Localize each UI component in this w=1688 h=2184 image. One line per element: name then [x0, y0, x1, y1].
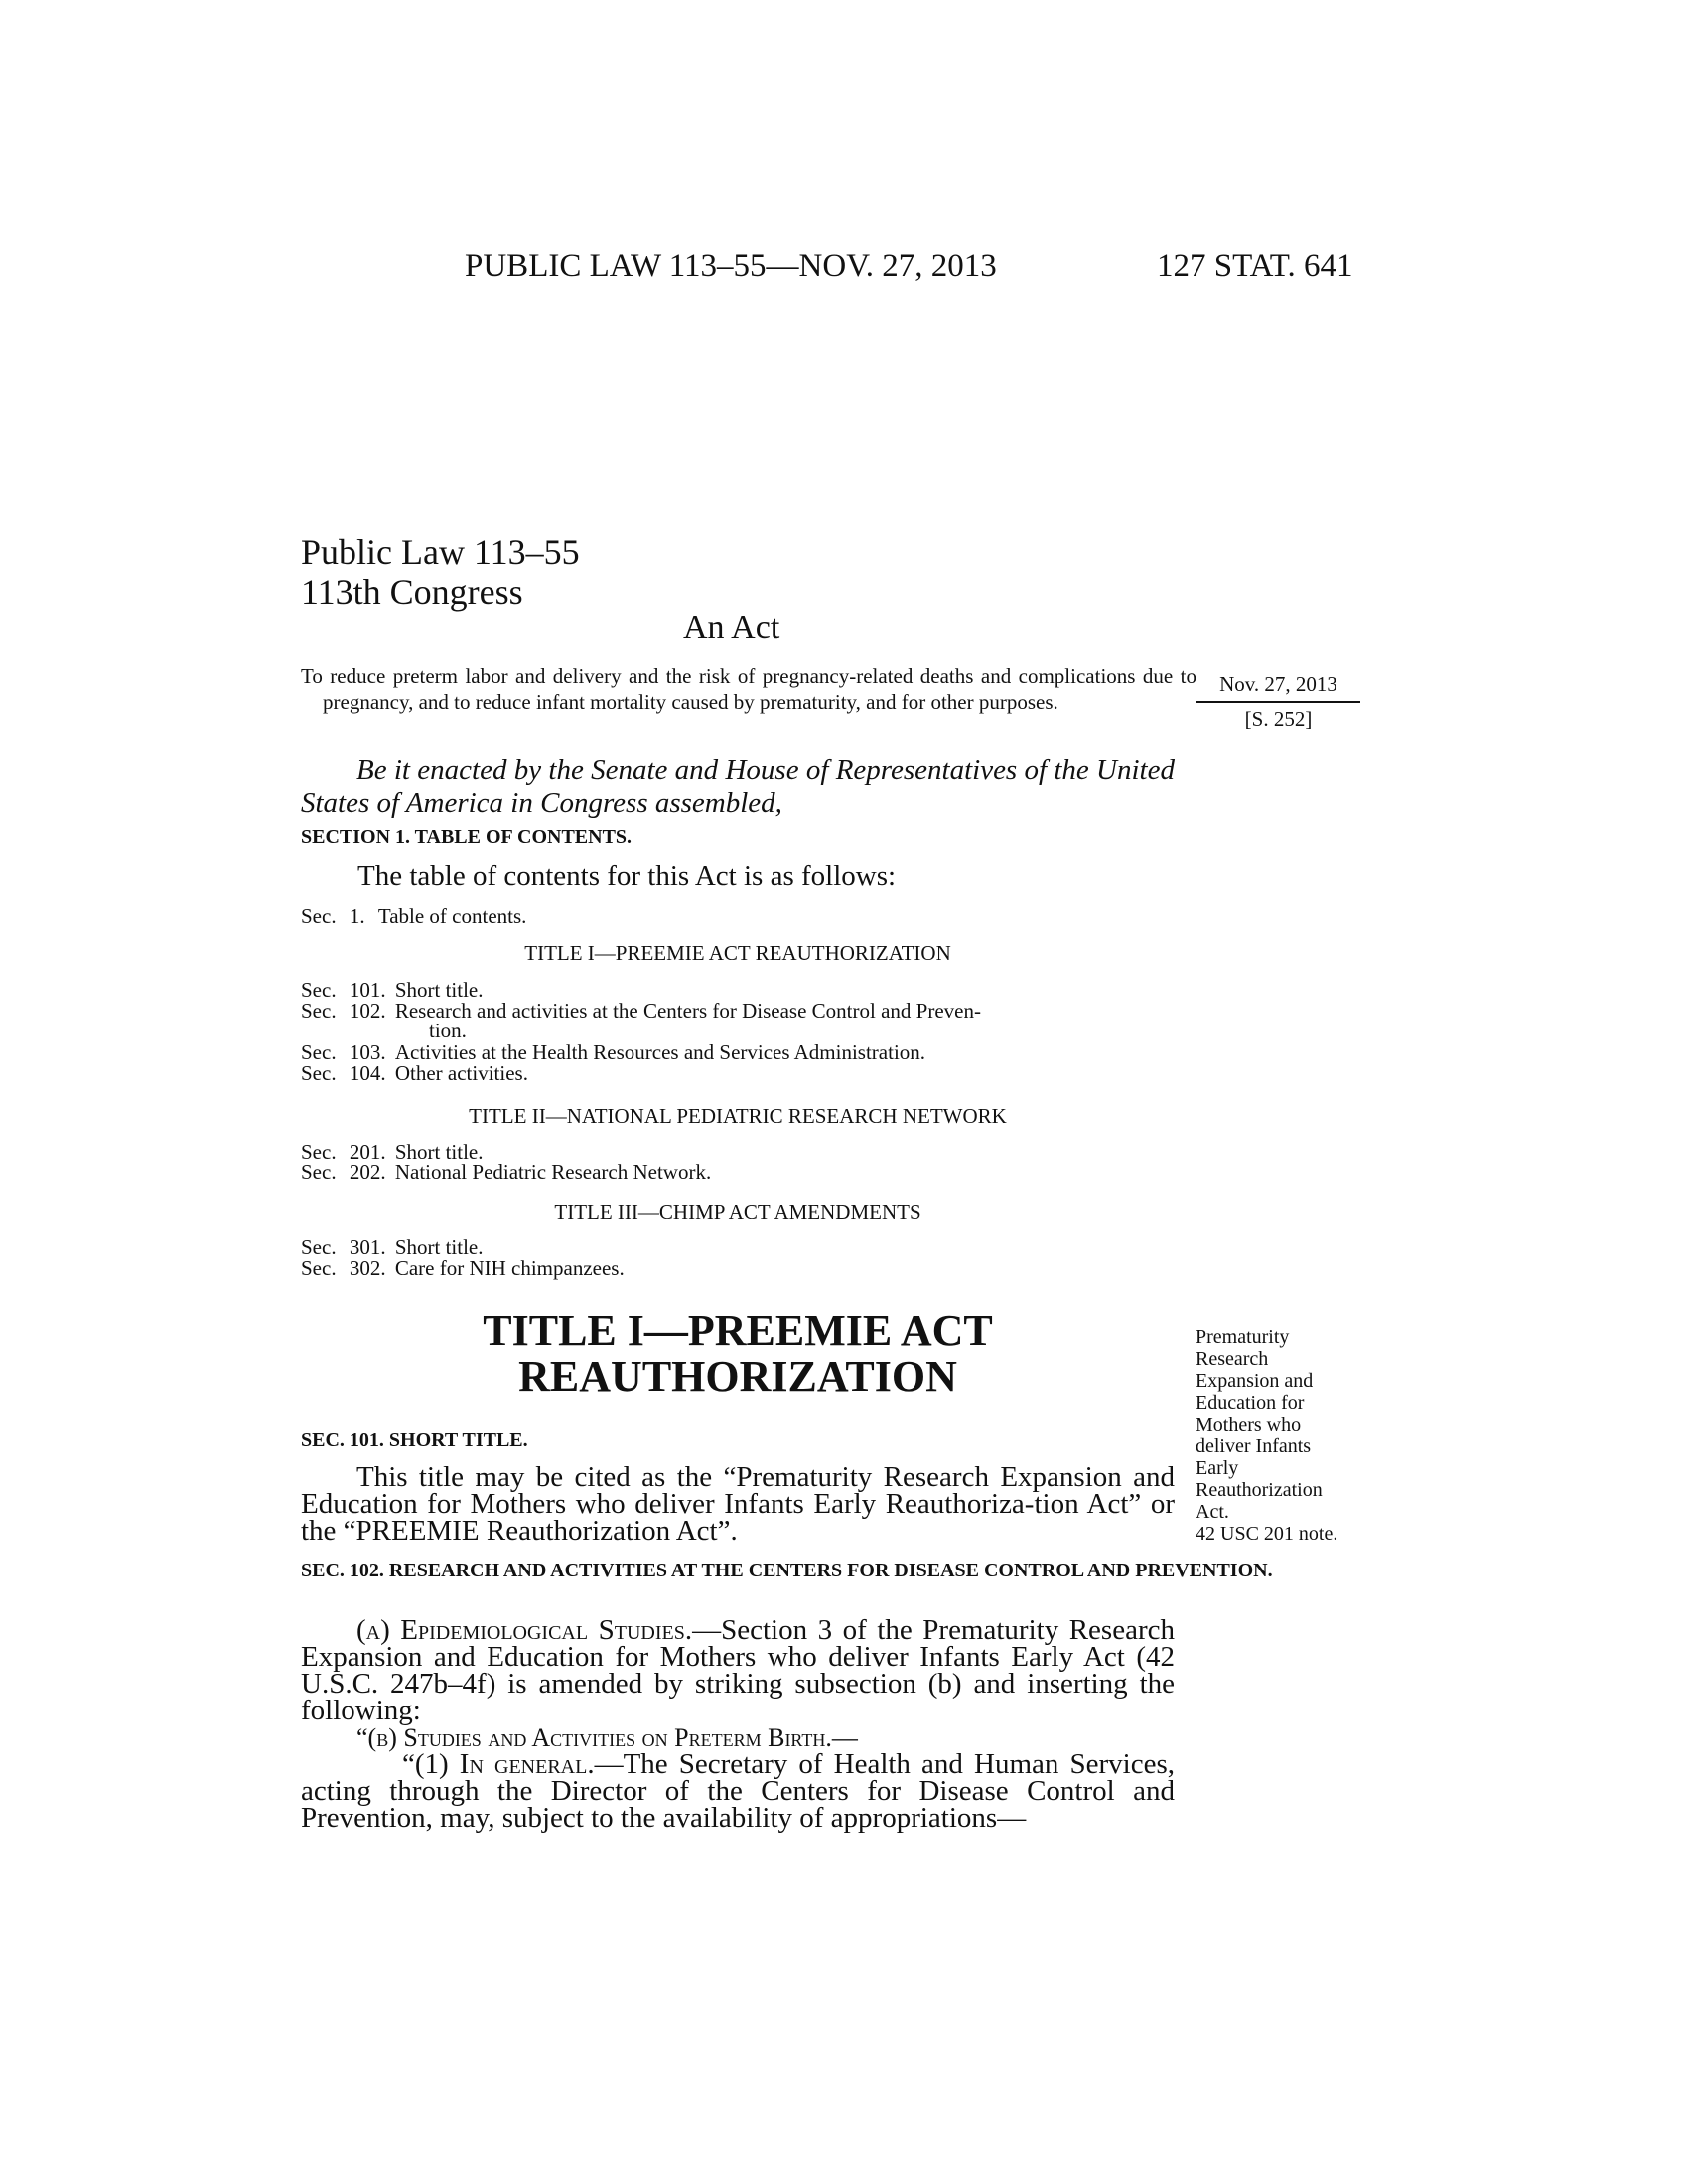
- margin-note-line: Mothers who: [1196, 1414, 1302, 1435]
- subsection-b-label: “(b) Studies and Activities on Preterm Birth.: [356, 1723, 832, 1752]
- congress-label: 113th Congress: [301, 572, 523, 612]
- toc-sec-text: Other activities.: [394, 1061, 528, 1085]
- toc-sec-label: Sec.: [301, 978, 337, 1002]
- toc-sec-label: Sec.: [301, 999, 337, 1023]
- title-1-heading-line: TITLE I—PREEMIE ACT: [483, 1306, 993, 1355]
- toc-sec-number: 104.: [349, 1061, 386, 1085]
- toc-sec-text: Research and activities at the Centers for Disease Control and Preven-: [394, 999, 981, 1023]
- toc-sec-number: 102.: [349, 999, 386, 1023]
- toc-sec-text: Care for NIH chimpanzees.: [394, 1256, 625, 1280]
- title-1-heading: [301, 1308, 1175, 1400]
- toc-title-3: TITLE III—CHIMP ACT AMENDMENTS: [554, 1200, 921, 1224]
- toc-sec-label: Sec.: [301, 1256, 337, 1280]
- toc-sec-text: Short title.: [394, 1235, 484, 1259]
- toc-sec-text: Short title.: [394, 978, 484, 1002]
- toc-sec-number: 202.: [349, 1160, 386, 1184]
- toc-sec-number: 201.: [349, 1140, 386, 1163]
- margin-note-line: deliver Infants: [1196, 1435, 1312, 1457]
- toc-sec-label: Sec.: [301, 904, 337, 928]
- margin-note-line: Early: [1196, 1457, 1239, 1479]
- enactment-date-note: Nov. 27, 2013: [1219, 672, 1337, 696]
- sec-101-body: This title may be cited as the “Prematurity Research Expansion and Education for Mothers who deliver Infants Early Reauthoriza-tion Act” or the “PREEMIE Reauthorization Act”.: [301, 1461, 1175, 1547]
- toc-entry-continuation: tion.: [429, 1019, 467, 1042]
- toc-entry: [301, 1162, 711, 1182]
- subsection-b-dash: —: [831, 1723, 858, 1752]
- toc-sec-number: 101.: [349, 978, 386, 1002]
- margin-note-line: Research: [1196, 1348, 1269, 1370]
- margin-note-line: Prematurity: [1196, 1326, 1290, 1348]
- toc-title-1: TITLE I—PREEMIE ACT REAUTHORIZATION: [524, 941, 951, 965]
- section-1-heading: SECTION 1. TABLE OF CONTENTS.: [301, 826, 633, 848]
- toc-entry: [301, 1142, 484, 1161]
- public-law-number: Public Law 113–55: [301, 532, 580, 572]
- toc-sec-label: Sec.: [301, 1040, 337, 1064]
- subsection-a-label: (a) Epidemiological Studies.: [356, 1614, 693, 1646]
- running-header-page: 127 STAT. 641: [1157, 248, 1353, 284]
- toc-sec-number: 103.: [349, 1040, 386, 1064]
- sec-102-heading: SEC. 102. RESEARCH AND ACTIVITIES AT THE CENTERS FOR DISEASE CONTROL AND PREVENTION.: [301, 1560, 1273, 1581]
- toc-sec-label: Sec.: [301, 1140, 337, 1163]
- toc-sec-label: Sec.: [301, 1235, 337, 1259]
- toc-entry: [301, 980, 484, 1000]
- act-purpose: To reduce preterm labor and delivery and the risk of pregnancy-related deaths and complications due to pregnancy, and to reduce infant mortality caused by prematurity, and for other purposes.: [301, 664, 1196, 714]
- toc-sec-label: Sec.: [301, 1061, 337, 1085]
- toc-entry: [301, 1042, 925, 1062]
- bill-number-note: [S. 252]: [1244, 707, 1313, 731]
- toc-entry: [301, 1237, 484, 1257]
- subsection-a-text: —Section 3 of the Prematurity Research Expansion and Education for Mothers who deliver Infants Early Act (42 U.S.C. 247b–4f) is amended by striking subsection (b) and inserting the following:: [301, 1614, 1175, 1726]
- toc-title-2: TITLE II—NATIONAL PEDIATRIC RESEARCH NETWORK: [469, 1104, 1007, 1128]
- margin-note-line: Reauthorization: [1196, 1479, 1323, 1501]
- paragraph-b1: [301, 1748, 1175, 1834]
- paragraph-b1-text: —The Secretary of Health and Human Services, acting through the Director of the Centers for Disease Control and Prevention, may, subject to the availability of appropriations—: [301, 1748, 1175, 1834]
- toc-entry: [301, 1001, 981, 1021]
- toc-sec-number: 301.: [349, 1235, 386, 1259]
- toc-sec-text: Short title.: [394, 1140, 484, 1163]
- toc-sec-text: National Pediatric Research Network.: [394, 1160, 712, 1184]
- toc-sec-label: Sec.: [301, 1160, 337, 1184]
- running-header-title: PUBLIC LAW 113–55—NOV. 27, 2013: [465, 248, 997, 284]
- paragraph-b1-label: “(1) In general.: [402, 1748, 595, 1780]
- sec-102-subsection-a: [301, 1614, 1175, 1726]
- toc-intro: The table of contents for this Act is as follows:: [357, 860, 897, 891]
- margin-divider: [1196, 701, 1360, 703]
- short-title-margin-note: [1196, 1326, 1337, 1545]
- title-1-heading-line: REAUTHORIZATION: [518, 1352, 957, 1401]
- toc-entry: [301, 906, 526, 926]
- an-act-heading: An Act: [683, 610, 780, 646]
- toc-sec-text: Table of contents.: [377, 904, 527, 928]
- margin-note-line: Expansion and: [1196, 1370, 1314, 1392]
- toc-entry: [301, 1258, 625, 1278]
- margin-note-line: Education for: [1196, 1392, 1305, 1414]
- toc-sec-number: 1.: [349, 904, 365, 928]
- toc-sec-text: Activities at the Health Resources and Services Administration.: [394, 1040, 926, 1064]
- toc-entry: [301, 1063, 528, 1083]
- margin-note-line: Act.: [1196, 1501, 1229, 1523]
- margin-note-line: 42 USC 201 note.: [1196, 1523, 1338, 1545]
- sec-101-heading: SEC. 101. SHORT TITLE.: [301, 1430, 528, 1451]
- enacting-clause: Be it enacted by the Senate and House of Representatives of the United States of America in Congress assembled,: [301, 754, 1175, 819]
- toc-sec-number: 302.: [349, 1256, 386, 1280]
